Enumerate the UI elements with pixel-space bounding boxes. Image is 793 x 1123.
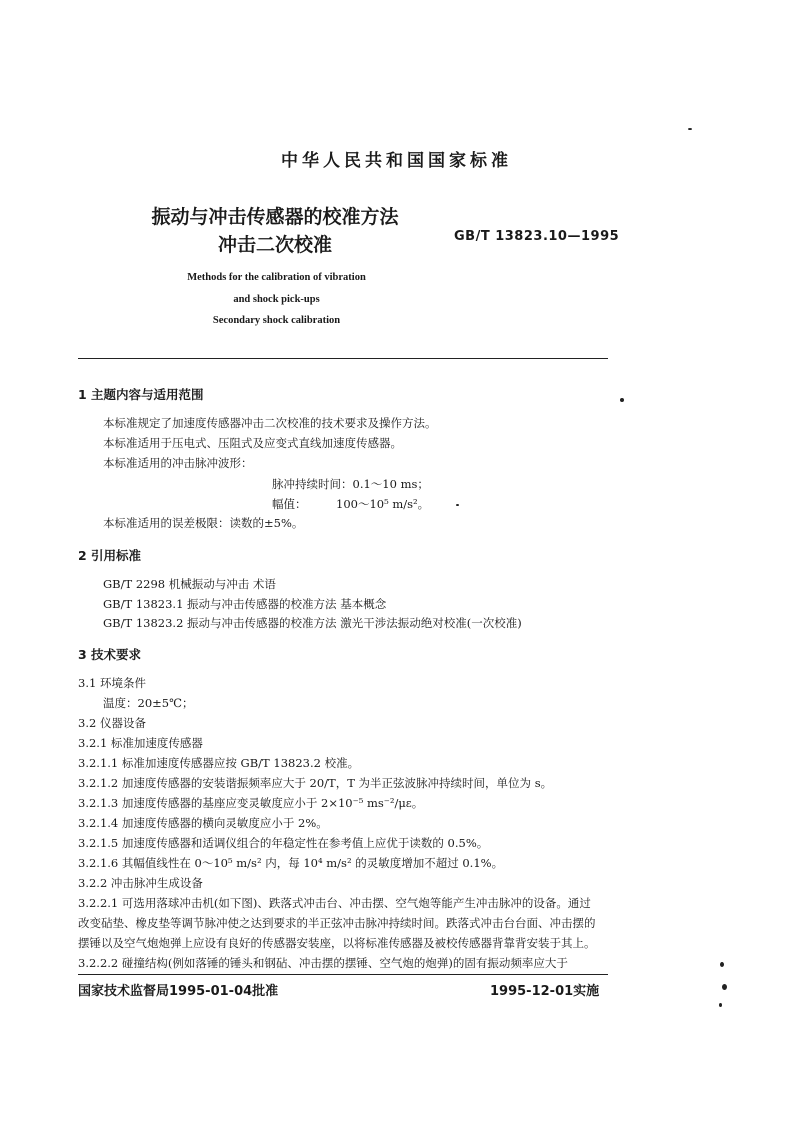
scan-speck: [456, 504, 459, 506]
bottom-rule: [78, 974, 608, 975]
clause-3-2-2: 3.2.2 冲击脉冲生成设备: [78, 876, 203, 890]
scan-speck: [722, 984, 727, 990]
section-1-para-3: 本标准适用的冲击脉冲波形：: [103, 456, 253, 470]
section-1-para-4: 本标准适用的误差极限：读数的±5%。: [103, 516, 304, 530]
reference-1: GB/T 2298 机械振动与冲击 术语: [103, 577, 276, 591]
section-1-para-1: 本标准规定了加速度传感器冲击二次校准的技术要求及操作方法。: [103, 416, 437, 430]
amplitude-label: 幅值：: [272, 497, 307, 511]
scan-speck: [720, 962, 724, 967]
clause-3-2-2-1-line3: 摆锤以及空气炮炮弹上应设有良好的传感器安装座，以将标准传感器及被校传感器背靠背安装于其上。: [78, 936, 596, 950]
clause-3-1-temperature: 温度：20±5℃；: [103, 696, 194, 710]
clause-3-1: 3.1 环境条件: [78, 676, 146, 690]
reference-2: GB/T 13823.1 振动与冲击传感器的校准方法 基本概念: [103, 597, 387, 611]
title-chinese-line2: 冲击二次校准: [217, 234, 332, 256]
section-1-para-2: 本标准适用于压电式、压阻式及应变式直线加速度传感器。: [103, 436, 402, 450]
clause-3-2-2-2: 3.2.2.2 碰撞结构(例如落锤的锤头和钢砧、冲击摆的摆锤、空气炮的炮弹)的固有振动频率应大于: [78, 956, 568, 970]
clause-3-2-1: 3.2.1 标准加速度传感器: [78, 736, 203, 750]
standard-header: 中华人民共和国国家标准: [281, 151, 512, 171]
clause-3-2: 3.2 仪器设备: [78, 716, 146, 730]
clause-3-2-1-4: 3.2.1.4 加速度传感器的横向灵敏度应小于 2%。: [78, 816, 328, 830]
top-rule: [78, 358, 608, 359]
clause-3-2-1-6: 3.2.1.6 其幅值线性在 0～10⁵ m/s² 内，每 10⁴ m/s² 的灵敏度增加不超过 0.1%。: [78, 856, 504, 870]
scan-speck: [719, 1003, 722, 1007]
clause-3-2-1-5: 3.2.1.5 加速度传感器和适调仪组合的年稳定性在参考值上应优于读数的 0.5%。: [78, 836, 489, 850]
footer-implement: 1995-12-01实施: [490, 984, 600, 999]
title-chinese-line1: 振动与冲击传感器的校准方法: [151, 206, 399, 228]
amplitude-value: 100～10⁵ m/s²。: [336, 497, 430, 511]
section-1-heading: 1 主题内容与适用范围: [78, 387, 204, 402]
clause-3-2-2-1-line2: 改变砧垫、橡皮垫等调节脉冲使之达到要求的半正弦冲击脉冲持续时间。跌落式冲击台台面、冲击摆的: [78, 916, 596, 930]
title-english-line3: Secondary shock calibration: [212, 315, 341, 326]
standard-code: GB/T 13823.10—1995: [454, 229, 620, 244]
section-3-heading: 3 技术要求: [78, 647, 142, 662]
scan-speck: [688, 128, 692, 130]
clause-3-2-2-1-line1: 3.2.2.1 可选用落球冲击机(如下图)、跌落式冲击台、冲击摆、空气炮等能产生冲击脉冲的设备。通过: [78, 896, 591, 910]
title-english-line1: Methods for the calibration of vibration: [187, 272, 366, 283]
footer-approval: 国家技术监督局1995-01-04批准: [78, 984, 279, 999]
title-english-line2: and shock pick-ups: [233, 294, 320, 305]
reference-3: GB/T 13823.2 振动与冲击传感器的校准方法 激光干涉法振动绝对校准(一次校准): [103, 616, 522, 630]
clause-3-2-1-1: 3.2.1.1 标准加速度传感器应按 GB/T 13823.2 校准。: [78, 756, 360, 770]
clause-3-2-1-3: 3.2.1.3 加速度传感器的基座应变灵敏度应小于 2×10⁻⁵ ms⁻²/με。: [78, 796, 424, 810]
pulse-duration: 脉冲持续时间：0.1～10 ms；: [272, 477, 429, 491]
section-2-heading: 2 引用标准: [78, 548, 142, 563]
clause-3-2-1-2: 3.2.1.2 加速度传感器的安装谐振频率应大于 20/T，T 为半正弦波脉冲持续时间，单位为 s。: [78, 776, 553, 790]
scan-speck: [620, 398, 624, 402]
